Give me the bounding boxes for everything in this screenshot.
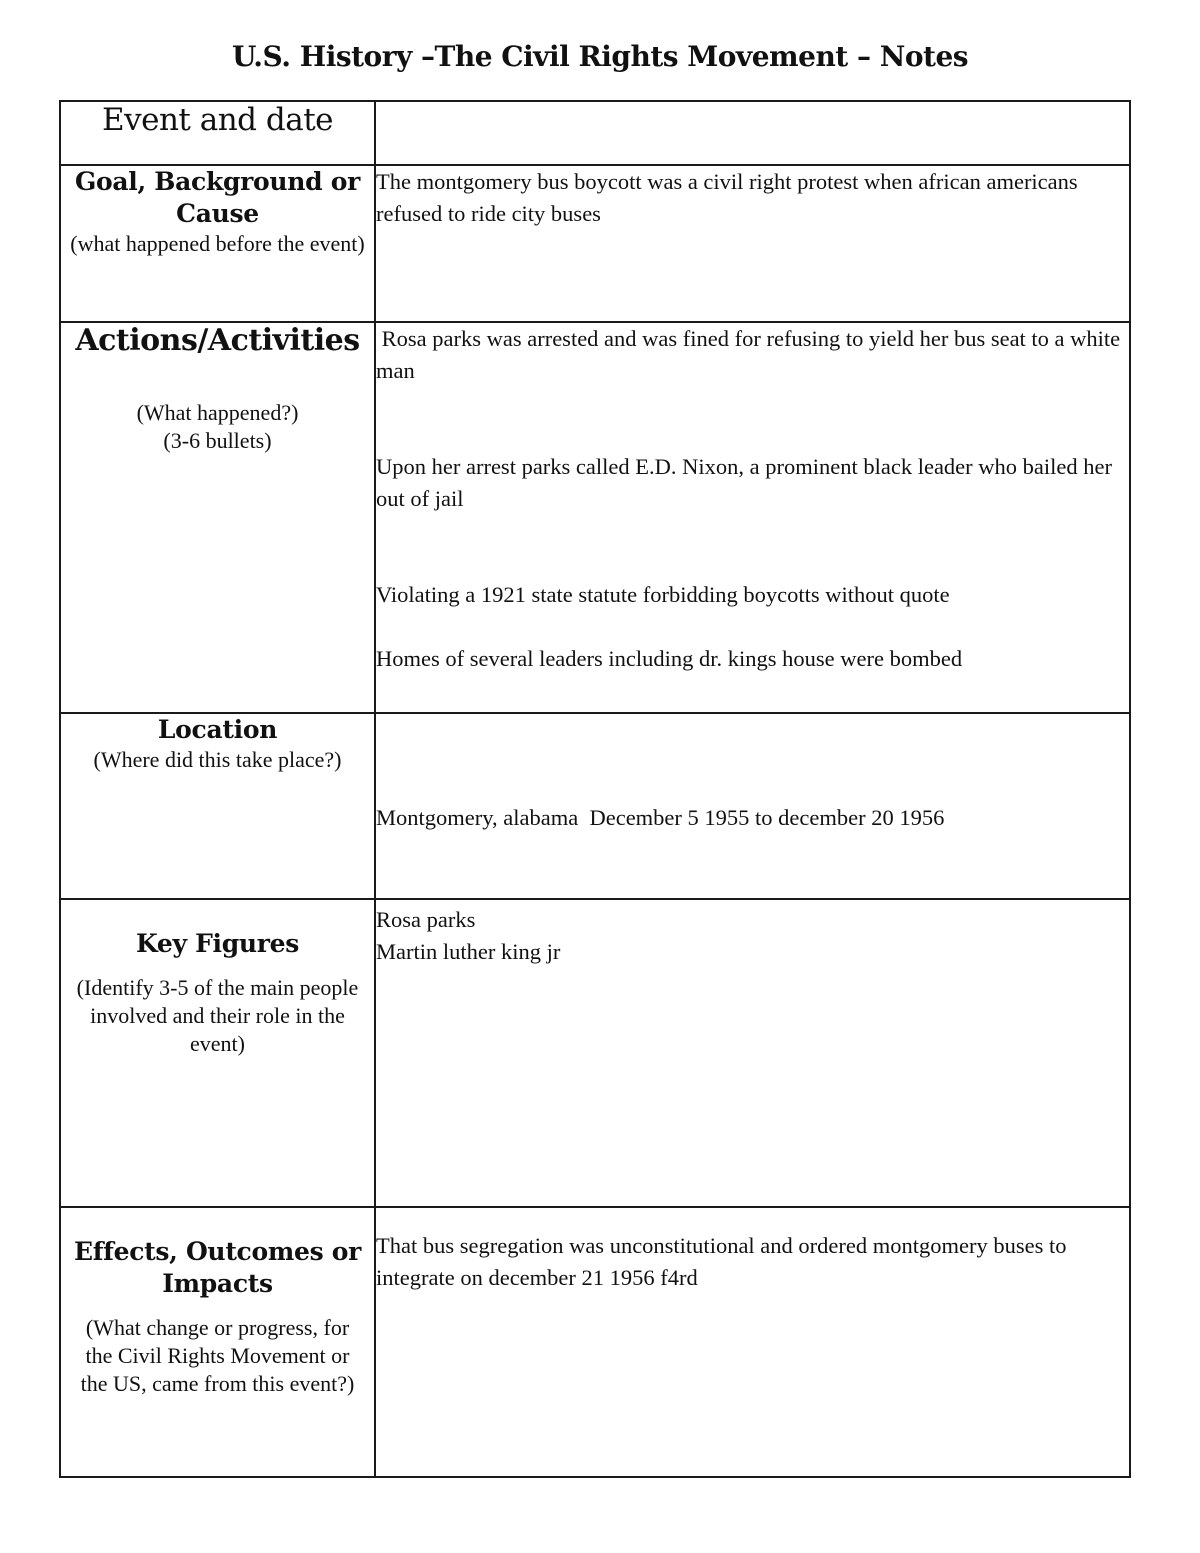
row-effects <box>60 1207 1130 1477</box>
row-figures <box>60 899 1130 1207</box>
label-cell-location <box>60 713 375 899</box>
figures-label: Key Figures <box>135 929 300 958</box>
location-content[interactable] <box>375 713 1130 899</box>
location-label: Location <box>157 715 278 744</box>
figures-entry: Rosa parks <box>376 907 476 932</box>
row-event <box>60 101 1130 165</box>
location-sublabel: (Where did this take place?) <box>93 747 342 772</box>
label-cell-effects <box>60 1207 375 1477</box>
event-label: Event and date <box>101 102 334 138</box>
goal-sublabel: (what happened before the event) <box>70 231 365 256</box>
actions-sublabel-1: (What happened?) <box>136 400 299 425</box>
effects-text: That bus segregation was unconstitutional and ordered montgomery buses to integrate on december 21 1956 f4rd <box>376 1233 1067 1290</box>
actions-entry: Upon her arrest parks called E.D. Nixon, a prominent black leader who bailed her out of jail <box>376 454 1112 511</box>
label-cell-goal <box>60 165 375 322</box>
event-content[interactable] <box>375 101 1130 165</box>
goal-label: Goal, Background or Cause <box>74 167 360 228</box>
label-cell-event <box>60 101 375 165</box>
actions-sublabel-2: (3-6 bullets) <box>163 428 272 453</box>
row-actions <box>60 322 1130 713</box>
figures-sublabel: (Identify 3-5 of the main people involved and their role in the event) <box>76 975 359 1056</box>
effects-label: Effects, Outcomes or Impacts <box>73 1237 362 1298</box>
actions-entry: Rosa parks was arrested and was fined for refusing to yield her bus seat to a white man <box>376 326 1126 383</box>
effects-sublabel: (What change or progress, for the Civil Rights Movement or the US, came from this event?) <box>80 1315 355 1396</box>
row-goal <box>60 165 1130 322</box>
actions-entry: Homes of several leaders including dr. kings house were bombed <box>376 646 963 671</box>
goal-content[interactable] <box>375 165 1130 322</box>
label-cell-actions <box>60 322 375 713</box>
goal-text: The montgomery bus boycott was a civil right protest when african americans refused to ride city buses <box>376 169 1078 226</box>
label-cell-figures <box>60 899 375 1207</box>
row-location <box>60 713 1130 899</box>
actions-content[interactable] <box>375 322 1130 713</box>
notes-table <box>59 100 1131 1478</box>
actions-entry: Violating a 1921 state statute forbidding boycotts without quote <box>376 582 950 607</box>
figures-content[interactable] <box>375 899 1130 1207</box>
location-text: Montgomery, alabama December 5 1955 to december 20 1956 <box>376 805 945 830</box>
document-title: U.S. History –The Civil Rights Movement – Notes <box>231 40 969 73</box>
figures-entry: Martin luther king jr <box>376 939 561 964</box>
actions-label: Actions/Activities <box>75 323 360 358</box>
effects-content[interactable] <box>375 1207 1130 1477</box>
